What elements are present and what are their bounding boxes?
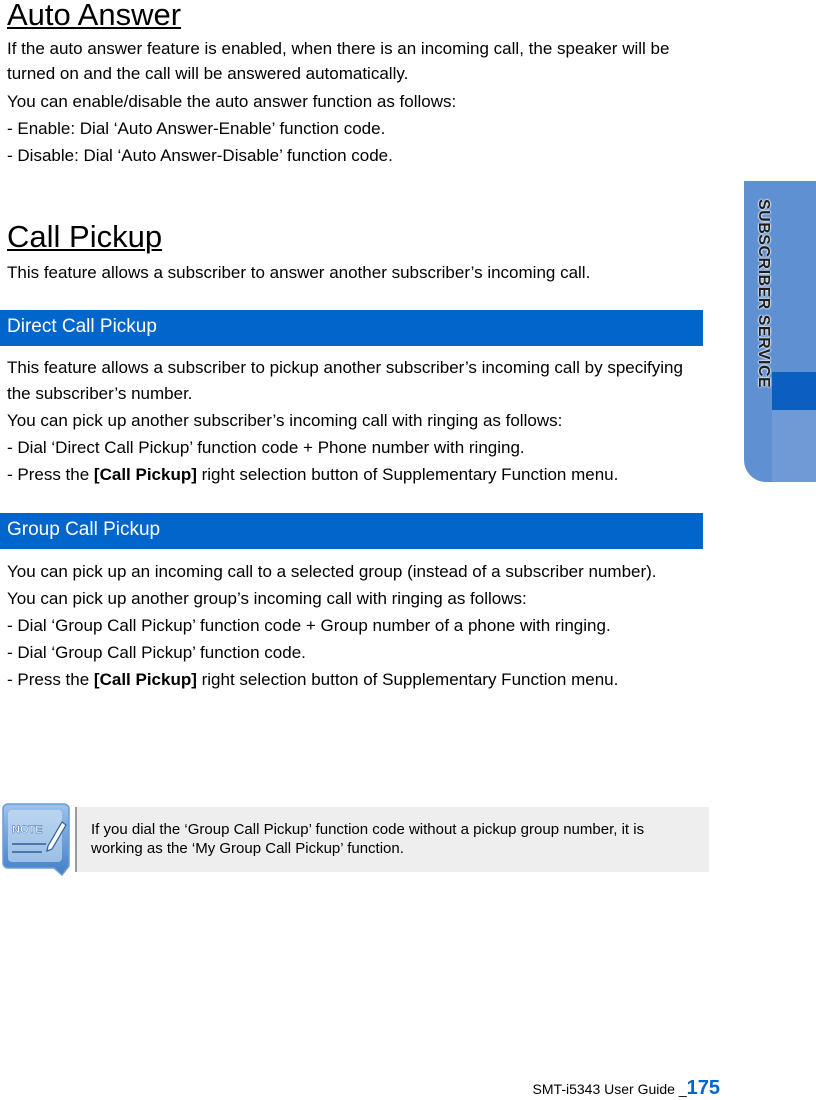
page-footer xyxy=(533,1077,720,1100)
guide-title: SMT-i5343 User Guide _ xyxy=(532,1081,687,1097)
group-call-pickup-dial-number-item: - Dial ‘Group Call Pickup’ function code + Group number of a phone with ringing. xyxy=(7,616,611,635)
side-tab-label: SUBSCRIBER SERVICE xyxy=(755,199,772,389)
direct-call-pickup-description: This feature allows a subscriber to pickup another subscriber’s incoming call by specifying the subscriber’s number. xyxy=(7,358,683,403)
group-call-pickup-instructions: You can pick up another group’s incoming call with ringing as follows: xyxy=(7,589,527,608)
auto-answer-description: If the auto answer feature is enabled, when there is an incoming call, the speaker will be turned on and the call will be answered automatically. xyxy=(7,39,670,83)
auto-answer-title: Auto Answer xyxy=(7,0,182,32)
chapter-side-tab xyxy=(744,181,816,482)
direct-call-pickup-button-name: [Call Pickup] xyxy=(93,465,197,484)
call-pickup-intro: This feature allows a subscriber to answer another subscriber’s incoming call. xyxy=(7,263,591,282)
auto-answer-enable-item: - Enable: Dial ‘Auto Answer-Enable’ function code. xyxy=(7,119,386,138)
group-press-suffix: right selection button of Supplementary Function menu. xyxy=(196,670,619,689)
direct-call-pickup-press-item xyxy=(7,461,707,488)
page-number: 175 xyxy=(686,1077,720,1099)
auto-answer-disable-item: - Disable: Dial ‘Auto Answer-Disable’ function code. xyxy=(7,146,393,165)
group-call-pickup-heading: Group Call Pickup xyxy=(0,513,703,549)
side-tab-lower-segment xyxy=(772,410,816,482)
note-callout xyxy=(0,800,712,880)
group-call-pickup-description: You can pick up an incoming call to a selected group (instead of a subscriber number). xyxy=(7,562,657,581)
group-call-pickup-button-name: [Call Pickup] xyxy=(93,670,197,689)
page-content xyxy=(7,0,707,693)
direct-press-suffix: right selection button of Supplementary Function menu. xyxy=(196,465,619,484)
group-call-pickup-press-item xyxy=(7,666,707,693)
group-press-prefix: - Press the xyxy=(7,670,94,689)
group-call-pickup-dial-code-item: - Dial ‘Group Call Pickup’ function code. xyxy=(7,643,306,662)
direct-call-pickup-instructions: You can pick up another subscriber’s incoming call with ringing as follows: xyxy=(7,411,563,430)
direct-call-pickup-heading: Direct Call Pickup xyxy=(0,310,703,346)
note-icon-label: NOTE xyxy=(12,824,43,836)
direct-call-pickup-dial-item: - Dial ‘Direct Call Pickup’ function code + Phone number with ringing. xyxy=(7,438,525,457)
side-tab-marker xyxy=(772,372,816,410)
note-text: If you dial the ‘Group Call Pickup’ function code without a pickup group number, it is working as the ‘My Group Call Pickup’ function. xyxy=(75,807,709,872)
note-icon xyxy=(2,802,70,876)
direct-press-prefix: - Press the xyxy=(7,465,94,484)
auto-answer-instructions: You can enable/disable the auto answer function as follows: xyxy=(7,92,457,111)
call-pickup-title: Call Pickup xyxy=(7,219,163,254)
